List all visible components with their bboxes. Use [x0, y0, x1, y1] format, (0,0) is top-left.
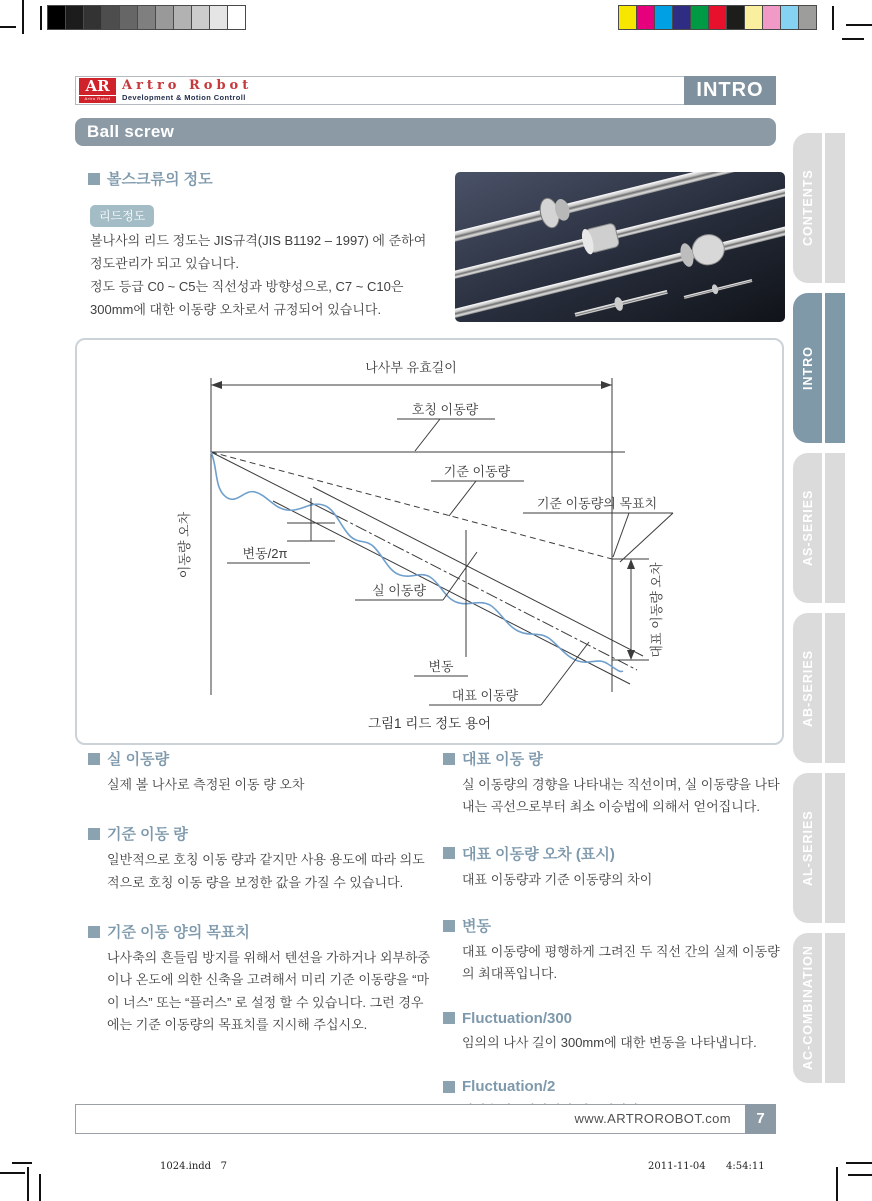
definitions-left-column	[88, 748, 434, 1058]
label-effective-length: 나사부 유효길이	[365, 360, 457, 375]
sidebar-tab-label: INTRO	[801, 346, 815, 390]
logo-monogram-caption: Artro Robot	[79, 95, 116, 102]
definition-body: 대표 이동량과 기준 이동량의 차이	[462, 871, 653, 887]
slug-date: 2011-11-04	[648, 1161, 706, 1172]
bullet-square-icon	[88, 926, 100, 938]
sidebar-tab-label: AS-SERIES	[801, 489, 815, 567]
grayscale-calibration-bar	[47, 5, 245, 30]
footer-website: www.ARTROROBOT.com	[574, 1111, 731, 1126]
calibration-swatch	[690, 5, 709, 30]
crop-mark	[836, 1167, 838, 1201]
lead-precision-figure	[75, 338, 784, 745]
definition-title: 대표 이동 량	[462, 751, 543, 768]
lead-line: 300mm에 대한 이동량 오차로서 규정되어 있습니다.	[90, 302, 382, 318]
definition-item	[443, 748, 791, 819]
bullet-square-icon	[443, 1081, 455, 1093]
label-fluct-2pi: 변동/2π	[242, 546, 288, 561]
ball-screw-photo	[455, 172, 785, 322]
crop-mark	[22, 0, 24, 34]
calibration-swatch	[227, 5, 246, 30]
bullet-square-icon	[443, 1012, 455, 1024]
calibration-swatch	[47, 5, 66, 30]
definition-title: 대표 이동량 오차 (표시)	[462, 845, 615, 863]
ball-screw-photo-graphic	[455, 172, 785, 322]
crop-mark	[842, 38, 864, 40]
calibration-swatch	[708, 5, 727, 30]
calibration-swatch	[726, 5, 745, 30]
section-tag: INTRO	[684, 76, 776, 105]
sidebar-tab-ab-series[interactable]	[793, 613, 845, 763]
definition-body: 일반적으로 호칭 이동 량과 같지만 사용 용도에 따라 의도적으로 호칭 이동 량을 보정한 값을 가질 수 있습니다.	[107, 852, 425, 890]
crop-mark	[846, 1162, 872, 1164]
slug-filename: 1024.indd 7	[160, 1161, 227, 1172]
definition-title: Fluctuation/2	[462, 1078, 556, 1096]
sidebar-tab-ac-combination[interactable]	[793, 933, 845, 1083]
figure-caption: 그림1 리드 정도 용어	[367, 716, 492, 731]
definition-item	[88, 823, 434, 894]
bullet-square-icon	[443, 753, 455, 765]
section-heading-label: 볼스크류의 정도	[107, 171, 213, 188]
lead-line: 볼나사의 리드 정도는 JIS규격(JIS B1192 – 1997) 에 준하여	[90, 233, 427, 248]
calibration-swatch	[101, 5, 120, 30]
calibration-swatch	[762, 5, 781, 30]
calibration-swatch	[798, 5, 817, 30]
lead-line: 정도관리가 되고 있습니다.	[90, 256, 239, 272]
sidebar-tab-contents[interactable]	[793, 133, 845, 283]
calibration-swatch	[65, 5, 84, 30]
sidebar-tab-label: CONTENTS	[801, 169, 815, 247]
brand-name: Artro Robot	[122, 78, 253, 93]
definition-body: 나사축의 흔들림 방지를 위해서 텐션을 가하거나 외부하중 이나 온도에 의한 신축을 고려해서 미리 기준 이동량을 “마이 너스” 또는 “플러스” 로 설정 할 수 있습니다. 그런 경우에는 기준 이동량의 목표치를 지시해 주십시오.	[107, 950, 431, 1033]
brand-logo	[79, 78, 252, 103]
page-title: Ball screw	[75, 118, 776, 146]
label-travel-error-axis: 이동량 오차	[177, 511, 192, 579]
lead-precision-badge: 리드정도	[90, 205, 154, 227]
definitions-right-column	[443, 748, 791, 1144]
bullet-square-icon	[443, 847, 455, 859]
label-nominal-travel: 호칭 이동량	[411, 402, 479, 417]
slug-time: 4:54:11	[726, 1161, 765, 1172]
definition-body: 실제 볼 나사로 측정된 이동 량 오차	[107, 777, 305, 792]
bullet-square-icon	[88, 753, 100, 765]
sidebar-tab-al-series[interactable]	[793, 773, 845, 923]
sidebar-tab-intro[interactable]	[793, 293, 845, 443]
bullet-square-icon	[88, 828, 100, 840]
crop-mark	[39, 1174, 41, 1201]
crop-mark	[0, 1172, 25, 1174]
crop-mark	[27, 1167, 29, 1201]
definition-body: 실 이동량의 경향을 나타내는 직선이며, 실 이동량을 나타내는 곡선으로부터 최소 이승법에 의해서 얻어집니다.	[462, 777, 780, 815]
bullet-square-icon	[88, 173, 100, 185]
header	[75, 76, 776, 105]
actual-travel-curve	[211, 452, 623, 672]
crop-mark	[0, 26, 16, 28]
calibration-swatch	[137, 5, 156, 30]
label-representative-travel: 대표 이동량	[451, 688, 519, 703]
calibration-swatch	[83, 5, 102, 30]
label-actual-travel: 실 이동량	[372, 583, 426, 598]
crop-mark	[832, 6, 834, 30]
definition-title: Fluctuation/300	[462, 1009, 573, 1027]
crop-mark	[846, 24, 872, 26]
bullet-square-icon	[443, 920, 455, 932]
definition-item	[88, 921, 434, 1036]
sidebar-tab-label: AC-COMBINATION	[801, 945, 815, 1071]
definition-title: 기준 이동 량	[107, 826, 188, 844]
calibration-swatch	[672, 5, 691, 30]
sidebar-tab-as-series[interactable]	[793, 453, 845, 603]
label-fluctuation: 변동	[428, 659, 454, 674]
crop-mark	[12, 1162, 32, 1164]
definition-body: 임의의 나사 길이 300mm에 대한 변동을 나타냅니다.	[462, 1034, 757, 1050]
calibration-swatch	[780, 5, 799, 30]
logo-monogram-box	[79, 78, 116, 103]
label-reference-target: 기준 이동량의 목표치	[536, 496, 658, 511]
definition-item	[88, 748, 434, 796]
calibration-swatch	[636, 5, 655, 30]
section-heading	[88, 168, 213, 189]
crop-mark	[40, 6, 42, 30]
color-calibration-bar	[618, 5, 816, 30]
definition-item	[443, 1010, 791, 1054]
definition-body: 대표 이동량에 평행하게 그려진 두 직선 간의 실제 이동량의 최대폭입니다.	[462, 944, 780, 982]
logo-monogram: AR	[85, 77, 110, 95]
sidebar-tab-label: AL-SERIES	[801, 810, 815, 886]
calibration-swatch	[618, 5, 637, 30]
calibration-swatch	[744, 5, 763, 30]
calibration-swatch	[191, 5, 210, 30]
lead-precision-diagram	[77, 340, 782, 708]
definition-title: 변동	[462, 918, 491, 936]
sidebar-tab-label: AB-SERIES	[801, 649, 815, 727]
calibration-swatch	[209, 5, 228, 30]
definition-title: 기준 이동 양의 목표치	[107, 924, 250, 942]
label-representative-error-axis: 대표 이동량 오차	[649, 562, 664, 658]
label-reference-travel: 기준 이동량	[443, 464, 511, 479]
page-number: 7	[745, 1104, 776, 1134]
lead-paragraph	[90, 229, 462, 322]
calibration-swatch	[119, 5, 138, 30]
brand-tagline: Development & Motion Controll	[122, 93, 246, 102]
calibration-swatch	[155, 5, 174, 30]
definition-item	[443, 843, 791, 891]
calibration-swatch	[654, 5, 673, 30]
definition-item	[443, 915, 791, 986]
definition-title: 실 이동량	[107, 751, 170, 768]
crop-mark	[848, 1174, 872, 1176]
lead-line: 정도 등급 C0 ~ C5는 직선성과 방향성으로, C7 ~ C10은	[90, 279, 404, 295]
footer	[75, 1104, 776, 1134]
calibration-swatch	[173, 5, 192, 30]
